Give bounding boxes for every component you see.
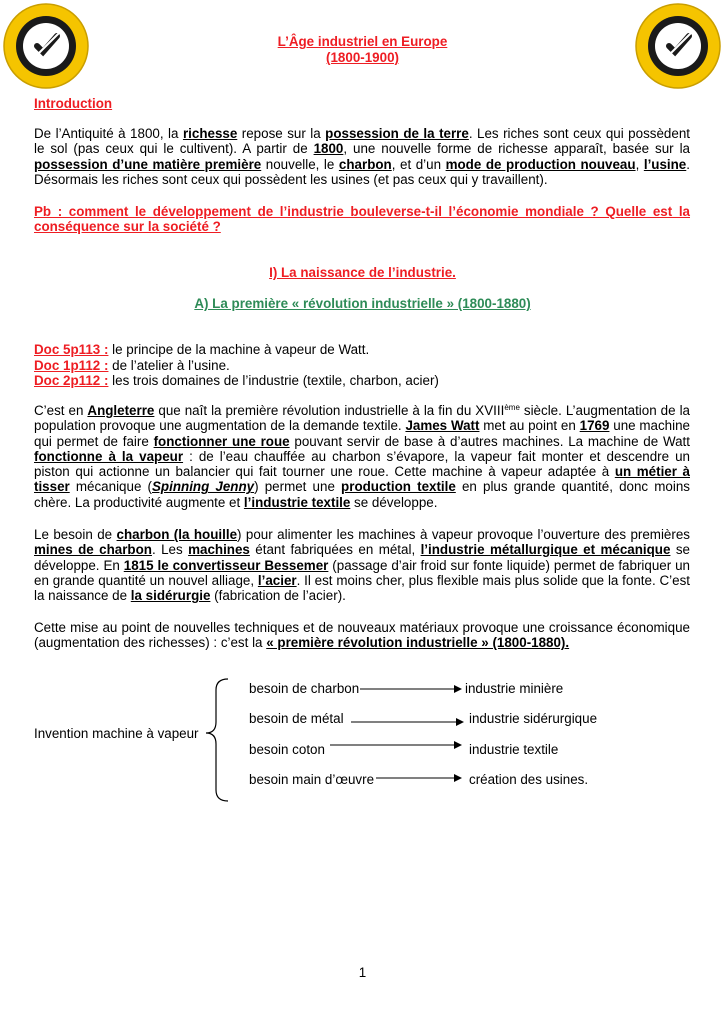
intro-paragraph: De l’Antiquité à 1800, la richesse repose sur la possession de la terre. Les riches sont ceux qui possèdent le sol (pas ceux qui le cultivent). A partir de 1800, une nouvelle forme de richesse apparaît, basée sur la possession d’une matière première nouvelle, le charbon, et d’un mode de production nouveau, l’usine. Désormais les riches sont ceux qui possèdent les usines (et pas ceux qui y travaillent).: [34, 126, 690, 187]
introduction-heading: Introduction: [34, 96, 113, 111]
diagram-source: Invention machine à vapeur: [34, 726, 199, 741]
doc-reference: Doc 1p112 : de l’atelier à l’usine.: [34, 358, 230, 373]
doc-reference: Doc 5p113 : le principe de la machine à vapeur de Watt.: [34, 342, 370, 357]
diagram-need: besoin de charbon: [249, 681, 360, 696]
subsection-heading: A) La première « révolution industrielle » (1800-1880): [194, 296, 531, 311]
diagram-result: industrie minière: [465, 681, 564, 696]
diagram-result: création des usines.: [469, 772, 589, 787]
document-title: L’Âge industriel en Europe: [277, 34, 448, 49]
paragraph-charbon: Le besoin de charbon (la houille) pour alimenter les machines à vapeur provoque l’ouverture des premières mines de charbon. Les machines étant fabriquées en métal, l’industrie métallurgique et mécanique se développe. En 1815 le convertisseur Bessemer (passage d’air froid sur fonte liquide) permet de fabriquer un en grande quantité un nouvel alliage, l’acier. Il est moins cher, plus flexible mais plus solide que la fonte. C’est la naissance de la sidérurgie (fabrication de l’acier).: [34, 527, 691, 604]
page-number: 1: [358, 965, 367, 980]
problem-statement: Pb : comment le développement de l’industrie bouleverse-t-il l’économie mondiale ? Quelle est la conséquence sur la société ?: [34, 204, 690, 235]
doc-reference: Doc 2p112 : les trois domaines de l’industrie (textile, charbon, acier): [34, 373, 439, 388]
paragraph-revolution: Cette mise au point de nouvelles techniques et de nouveaux matériaux provoque une croissance économique (augmentation des richesses) : c’est la « première révolution industrielle » (1800-1880).: [34, 620, 690, 651]
diagram-need: besoin de métal: [249, 711, 344, 726]
diagram-result: industrie sidérurgique: [469, 711, 598, 726]
document-date-range: (1800-1900): [326, 50, 399, 65]
paragraph-watt: C’est en Angleterre que naît la première révolution industrielle à la fin du XVIIIème siècle. L’augmentation de la population provoque une augmentation de la demande textile. James Watt met au point en 1769 une machine qui permet de faire fonctionner une roue pouvant servir de base à d’autres machines. La machine de Watt fonctionne à la vapeur : de l’eau chauffée au charbon s’évapore, la vapeur fait monter et descendre un piston qui actionne un balancier qui fait tourner une roue. Cette machine à vapeur adaptée à un métier à tisser mécanique (Spinning Jenny) permet une production textile en plus grande quantité, donc moins chère. La productivité augmente et l’industrie textile se développe.: [34, 403, 691, 510]
diagram-result: industrie textile: [469, 742, 559, 757]
brace-shape: [206, 679, 228, 801]
section-heading: I) La naissance de l’industrie.: [269, 265, 456, 280]
diagram-need: besoin main d’œuvre: [249, 772, 375, 787]
diagram-need: besoin coton: [249, 742, 325, 757]
